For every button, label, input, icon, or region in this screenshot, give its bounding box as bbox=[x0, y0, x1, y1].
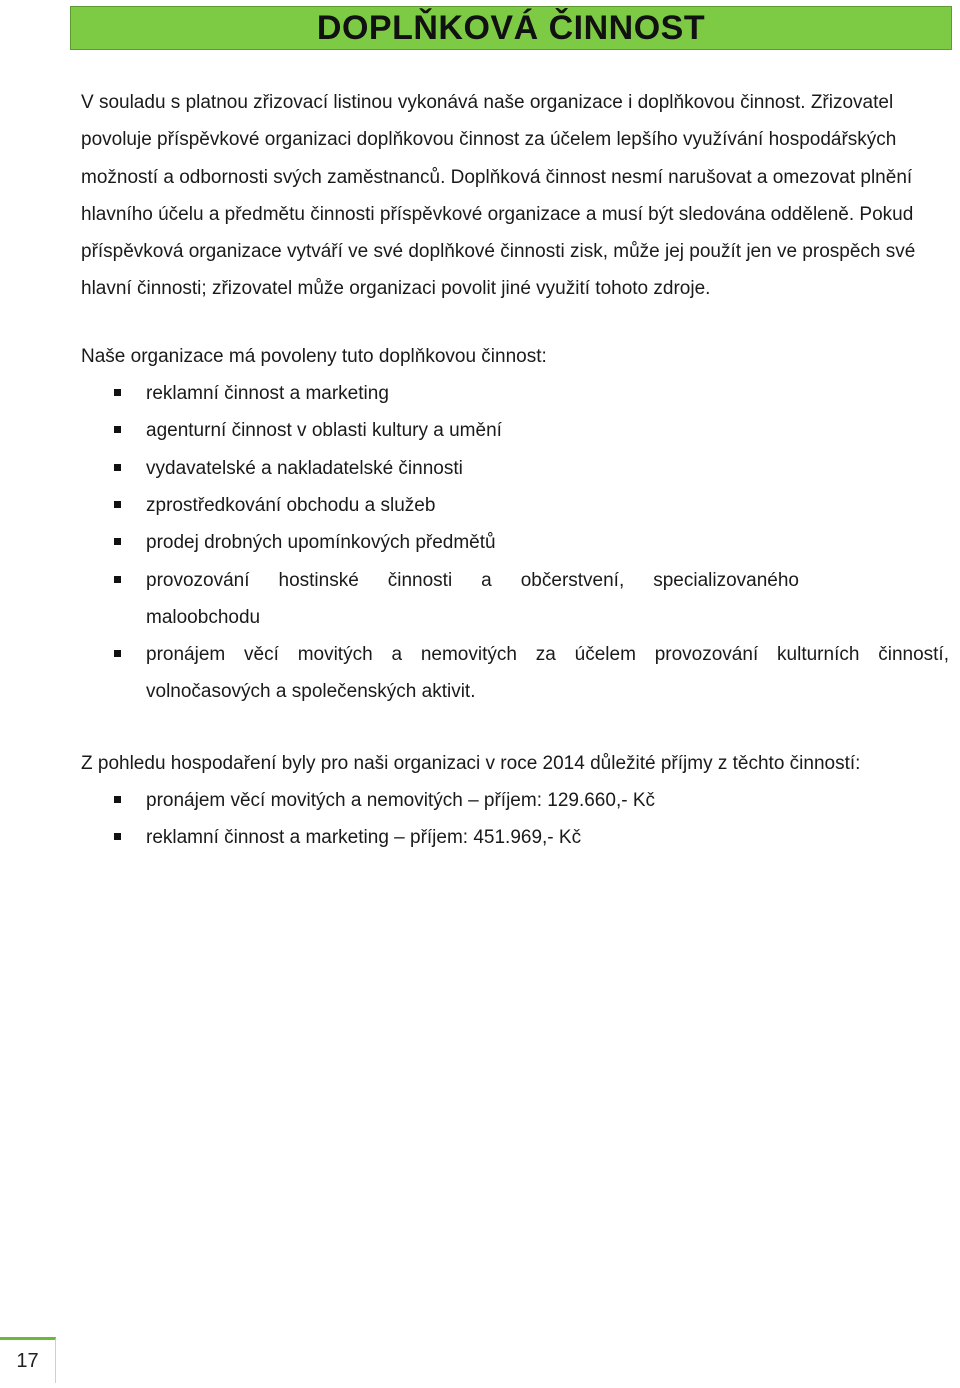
page-number-box bbox=[0, 1337, 56, 1383]
activities-list bbox=[81, 375, 949, 711]
list-item: vydavatelské a nakladatelské činnosti bbox=[81, 450, 949, 487]
activities-heading: Naše organizace má povoleny tuto doplňkovou činnost: bbox=[81, 345, 547, 367]
bullet-icon bbox=[114, 426, 121, 433]
intro-paragraph: V souladu s platnou zřizovací listinou vykonává naše organizace i doplňkovou činnost. Zřizovatel povoluje příspěvkové organizaci doplňkovou činnost za účelem lepšího využívání hospodářských možností a odbornosti svých zaměstnanců. Doplňková činnost nesmí narušovat a omezovat plnění hlavního účelu a předmětu činnosti příspěvkové organizace a musí být sledována odděleně. Pokud příspěvková organizace vytváří ve své doplňkové činnosti zisk, může jej použít jen ve prospěch své hlavní činnosti; zřizovatel může organizaci povolit jiné využití tohoto zdroje. bbox=[81, 92, 916, 300]
bullet-icon bbox=[114, 538, 121, 545]
list-item: pronájem věcí movitých a nemovitých za účelem provozování kulturních činností, volnočasových a společenských aktivit. bbox=[81, 636, 949, 711]
bullet-icon bbox=[114, 833, 121, 840]
list-item: agenturní činnost v oblasti kultury a umění bbox=[81, 412, 949, 449]
income-list bbox=[81, 782, 949, 857]
spacer bbox=[81, 711, 949, 745]
bullet-icon bbox=[114, 389, 121, 396]
bullet-icon bbox=[114, 501, 121, 508]
bullet-icon bbox=[114, 796, 121, 803]
bullet-icon bbox=[114, 576, 121, 583]
list-item: reklamní činnost a marketing – příjem: 451.969,- Kč bbox=[81, 819, 949, 856]
page-title: DOPLŇKOVÁ ČINNOST bbox=[316, 8, 706, 47]
spacer bbox=[81, 308, 949, 338]
list-item: provozování hostinské činnosti a občerstvení, specializovaného maloobchodu bbox=[81, 562, 949, 637]
bullet-icon bbox=[114, 650, 121, 657]
list-item: zprostředkování obchodu a služeb bbox=[81, 487, 949, 524]
list-item: pronájem věcí movitých a nemovitých – příjem: 129.660,- Kč bbox=[81, 782, 949, 819]
page-number: 17 bbox=[16, 1350, 39, 1372]
list-item: reklamní činnost a marketing bbox=[81, 375, 949, 412]
page-title-bar bbox=[70, 6, 952, 50]
list-item: prodej drobných upomínkových předmětů bbox=[81, 524, 949, 561]
main-content bbox=[81, 84, 949, 857]
income-heading: Z pohledu hospodaření byly pro naši organizaci v roce 2014 důležité příjmy z těchto činností: bbox=[81, 752, 861, 774]
bullet-icon bbox=[114, 464, 121, 471]
